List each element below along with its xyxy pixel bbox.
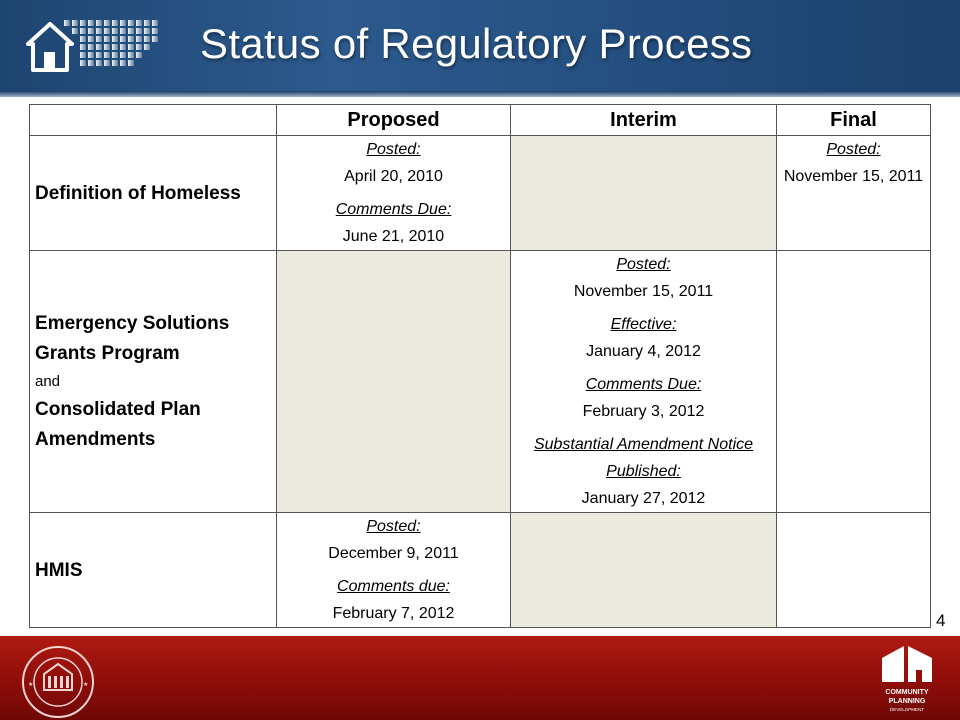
svg-text:PLANNING: PLANNING [888,698,926,705]
row-label [30,251,277,513]
date-value: April 20, 2010 [344,168,443,185]
date-value: December 9, 2011 [328,545,459,562]
house-grid-icon [24,16,164,74]
svg-text:★: ★ [28,682,34,688]
column-header-proposed: Proposed [277,105,511,136]
proposed-cell [277,136,511,251]
row-label-text: HMIS [35,559,83,581]
row-label-text: Emergency Solutions Grants Program [35,312,230,364]
final-cell-empty [777,513,931,628]
date-label: Effective: [610,316,677,333]
date-value: February 3, 2012 [582,403,705,420]
column-header-final: Final [777,105,931,136]
date-value: January 4, 2012 [586,343,701,360]
interim-cell-empty [511,136,777,251]
final-cell-empty [777,251,931,513]
row-label-text: Consolidated Plan Amendments [35,398,201,450]
date-label: Comments Due: [335,201,452,218]
header-band [0,0,960,97]
table-row [30,136,931,251]
interim-cell [511,251,777,513]
row-label-connector: and [35,372,61,390]
column-header [30,105,277,136]
date-value: January 27, 2012 [581,490,706,507]
regulatory-status-table [29,104,931,628]
proposed-cell [277,513,511,628]
community-planning-development-logo [876,644,940,716]
page-number: 4 [936,611,946,630]
date-label: Comments due: [337,578,450,595]
proposed-cell-empty [277,251,511,513]
date-label: Posted: [616,256,671,273]
svg-text:COMMUNITY: COMMUNITY [885,689,929,696]
date-value: February 7, 2012 [332,605,455,622]
date-label: Posted: [366,518,421,535]
hud-seal-icon [20,644,96,720]
svg-text:DEVELOPMENT: DEVELOPMENT [889,707,925,712]
column-header-interim: Interim [511,105,777,136]
date-value: November 15, 2011 [783,168,924,185]
final-cell [777,136,931,251]
interim-cell-empty [511,513,777,628]
table-header-row [30,105,931,136]
row-label-text: Definition of Homeless [35,182,241,204]
svg-text:★: ★ [83,682,89,688]
table-row [30,251,931,513]
date-label: Posted: [366,141,421,158]
date-value: June 21, 2010 [342,228,445,245]
row-label [30,136,277,251]
table-row [30,513,931,628]
footer-band [0,636,960,720]
date-value: November 15, 2011 [573,283,714,300]
date-label: Comments Due: [585,376,702,393]
page-title: Status of Regulatory Process [200,20,753,67]
row-label [30,513,277,628]
date-label: Substantial Amendment Notice Published: [533,436,754,480]
date-label: Posted: [826,141,881,158]
